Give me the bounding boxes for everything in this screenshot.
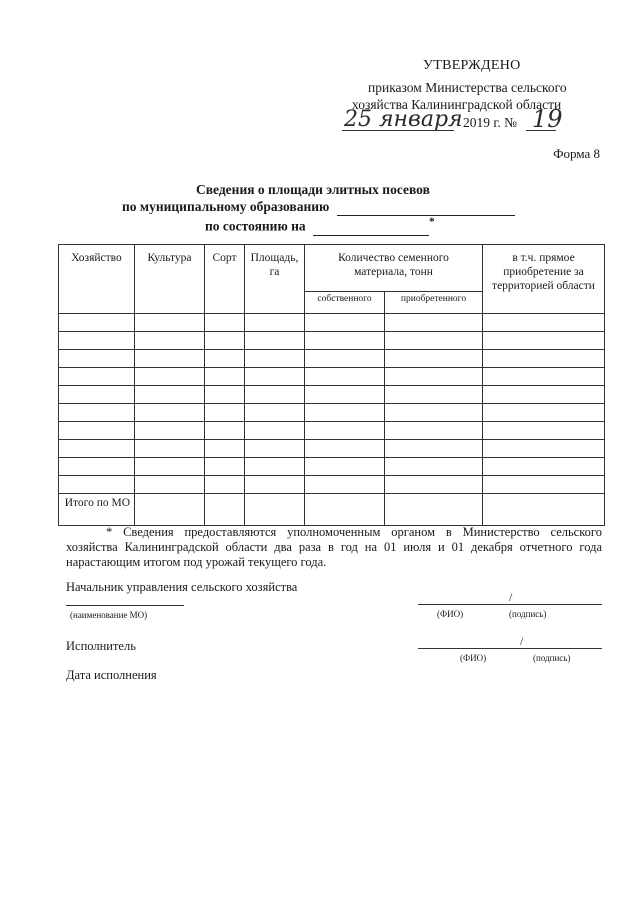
table-row [59, 458, 605, 476]
col-header-direct-purchase: в т.ч. прямое приобретение за территорией области [483, 245, 605, 314]
approval-title: УТВЕРЖДЕНО [423, 58, 521, 73]
table-row [59, 440, 605, 458]
col-header-variety: Сорт [205, 245, 245, 314]
col-header-area: Площадь, га [245, 245, 305, 314]
col-header-farm: Хозяйство [59, 245, 135, 314]
approval-line-2: хозяйства Калининградской области [352, 97, 562, 112]
heading-line-3 [205, 216, 435, 236]
handwritten-date: 25 января [344, 107, 463, 132]
heading-asterisk: * [429, 216, 435, 228]
heading-line-2-text: по муниципальному образованию [122, 199, 330, 214]
mo-blank [337, 199, 515, 216]
form-number: Форма 8 [553, 146, 600, 161]
date-underline [342, 130, 454, 131]
executor-slash: / [520, 634, 524, 648]
col-header-seed-amount: Количество семенного материала, тонн [305, 245, 483, 292]
executor-sign-caption: (подпись) [533, 653, 571, 663]
col-header-purchased: приобретенного [385, 292, 483, 314]
approval-line-1: приказом Министерства сельского [368, 80, 567, 95]
col-header-crop: Культура [135, 245, 205, 314]
head-title: Начальник управления сельского хозяйства [66, 580, 298, 594]
table-row [59, 476, 605, 494]
table-row [59, 368, 605, 386]
head-slash: / [509, 590, 513, 604]
col-header-own: собственного [305, 292, 385, 314]
mo-caption: (наименование МО) [70, 610, 148, 620]
elite-crops-table [58, 244, 605, 526]
head-fio-caption: (ФИО) [437, 609, 464, 619]
table-row [59, 404, 605, 422]
footnote: * Сведения предоставляются уполномоченным органом в Министерство сельского хозяйства Калининградской области два раза в год на 01 июля и 01 декабря отчетного года нарастающим итогом под урожай текущего года. [66, 525, 602, 569]
heading-line-2 [122, 199, 515, 216]
date-label: Дата исполнения [66, 668, 157, 682]
number-underline [526, 130, 556, 131]
executor-label: Исполнитель [66, 639, 136, 653]
heading-line-1: Сведения о площади элитных посевов [196, 182, 430, 197]
total-label: Итого по МО [59, 494, 135, 526]
handwritten-number: 19 [532, 105, 563, 133]
executor-signature-line [418, 648, 602, 649]
approval-year: 2019 г. № [463, 115, 518, 130]
table-row [59, 332, 605, 350]
table-row [59, 422, 605, 440]
head-sign-caption: (подпись) [509, 609, 547, 619]
table-row [59, 314, 605, 332]
date-blank [313, 219, 429, 236]
table-row [59, 350, 605, 368]
executor-fio-caption: (ФИО) [460, 653, 487, 663]
total-row [59, 494, 605, 526]
mo-signature-line [66, 605, 184, 606]
heading-line-3-text: по состоянию на [205, 218, 306, 234]
table-row [59, 386, 605, 404]
